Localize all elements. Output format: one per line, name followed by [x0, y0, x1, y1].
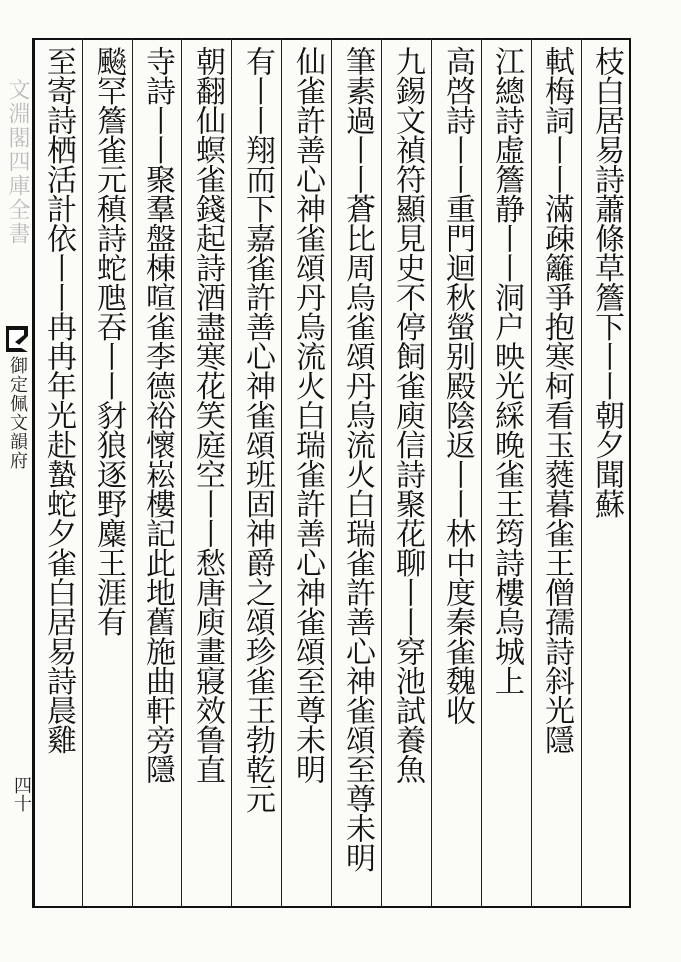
text-column-4: 高啓詩丨丨重門迴秋螢别殿陰返丨丨林中度秦雀魏收 [440, 46, 475, 725]
text-column-2: 軾梅詞丨丨滿疎籬爭抱寒柯看玉蕤暮雀王僧孺詩斜光隱 [539, 46, 574, 754]
page-number: 四十 [11, 776, 32, 812]
fishtail-mark-icon [4, 324, 30, 354]
text-column-6: 筆素過丨丨蒼比周烏雀頌丹烏流火白瑞雀許善心神雀頌至尊未明 [340, 46, 375, 872]
text-column-7: 仙雀許善心神雀頌丹烏流火白瑞雀許善心神雀頌至尊未明 [290, 46, 325, 784]
text-column-8: 有丨丨翔而下嘉雀許善心神雀頌班固神爵之頌珍雀王勃乾元 [240, 46, 275, 813]
text-column-10: 寺詩丨丨聚羣盤棟喧雀李德裕懷崧樓記此地舊施曲軒旁隱 [140, 46, 175, 784]
page-spine [0, 38, 33, 908]
text-columns [33, 38, 631, 908]
spine-faint-text: 文淵閣四庫全書 [5, 78, 30, 246]
text-column-1: 枝白居易詩蕭條草簷下丨丨朝夕聞蘇 [589, 46, 624, 518]
text-column-3: 江總詩虛簷静丨丨洞户映光綵晚雀王筠詩樓烏城上 [489, 46, 524, 695]
text-column-11: 飈罕簷雀元稹詩蛇虺吞丨丨豺狼逐野麋王涯有 [91, 46, 126, 636]
text-column-5: 九錫文禎符顯見史不停飼雀庾信詩聚花聊丨丨穿池試養魚 [390, 46, 425, 784]
column-rule [531, 38, 532, 908]
text-column-12: 至寄詩栖活計依丨丨冉冉年光赴蟄蛇夕雀白居易詩晨雞 [41, 46, 76, 754]
text-column-9: 朝翻仙螟雀錢起詩酒盡寒花笑庭空丨丨愁唐庾畫寢效鲁直 [190, 46, 225, 784]
column-rule [581, 38, 582, 908]
spine-book-title: 御定佩文韻府 [7, 356, 28, 470]
